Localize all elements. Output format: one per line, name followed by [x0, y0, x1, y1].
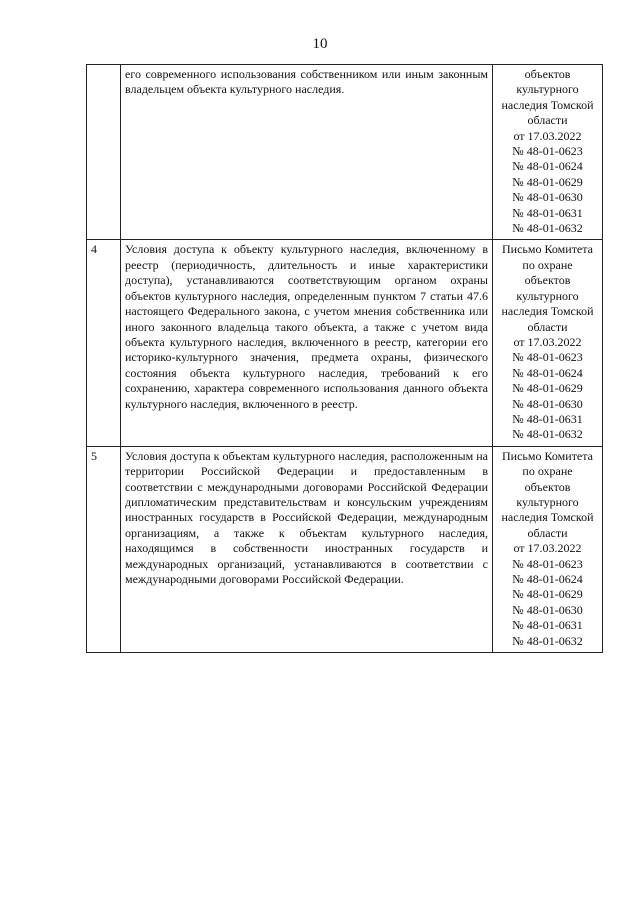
table-row — [87, 65, 603, 240]
source-line: № 48-01-0631 — [512, 618, 583, 633]
source-line: № 48-01-0629 — [512, 174, 583, 189]
row-number — [87, 65, 121, 240]
row-number: 4 — [87, 240, 121, 446]
source-line: № 48-01-0624 — [512, 159, 583, 174]
source-line: № 48-01-0630 — [512, 396, 583, 411]
source-line: № 48-01-0631 — [512, 411, 583, 426]
row-source — [493, 240, 603, 446]
source-line: области — [527, 319, 568, 334]
source-line: № 48-01-0623 — [512, 556, 583, 571]
source-line: № 48-01-0624 — [512, 572, 583, 586]
source-line: № 48-01-0630 — [512, 602, 583, 617]
source-line: № 48-01-0631 — [512, 205, 583, 220]
source-line: объектов — [524, 67, 571, 81]
row-text: его современного использования собственником или иным законным владельцем объекта культурного наследия. — [121, 65, 493, 240]
source-line: культурного — [516, 494, 579, 509]
source-line: № 48-01-0623 — [512, 144, 583, 159]
source-line: культурного — [516, 288, 579, 303]
source-line: наследия Томской — [501, 304, 594, 319]
source-line: № 48-01-0629 — [512, 587, 583, 602]
source-line: от 17.03.2022 — [513, 541, 582, 556]
source-line: наследия Томской — [501, 510, 594, 525]
table-row — [87, 446, 603, 652]
source-line: № 48-01-0632 — [512, 427, 583, 442]
source-line: № 48-01-0632 — [512, 633, 583, 648]
source-line: наследия Томской — [501, 97, 594, 112]
source-line: области — [527, 525, 568, 540]
row-number: 5 — [87, 446, 121, 652]
source-line: № 48-01-0632 — [512, 221, 583, 236]
source-line: объектов — [524, 479, 571, 494]
source-line: культурного — [516, 82, 579, 97]
source-line: № 48-01-0630 — [512, 190, 583, 205]
source-line: № 48-01-0623 — [512, 350, 583, 365]
source-line: по охране — [522, 464, 573, 479]
row-text: Условия доступа к объектам культурного наследия, расположенным на территории Российской Федерации и предоставленным в соответствии с международными договорами Российской Федерации дипломатическим представительствам и консульским учреждениям иностранных государств в Российской Федерации, международным организациям, а также к объектам культурного наследия, находящимся в собственности иностранных государств и международных организаций, устанавливаются в соответствии с международными договорами Российской Федерации. — [121, 446, 493, 652]
source-line: от 17.03.2022 — [513, 334, 582, 349]
source-line: объектов — [524, 273, 571, 288]
row-source — [493, 446, 603, 652]
row-source — [493, 65, 603, 240]
source-line: № 48-01-0624 — [512, 365, 583, 380]
source-line: № 48-01-0629 — [512, 381, 583, 396]
source-line: Письмо Комитета — [502, 448, 593, 463]
source-line: от 17.03.2022 — [513, 128, 582, 143]
source-line: Письмо Комитета — [502, 242, 593, 257]
row-text: Условия доступа к объекту культурного наследия, включенному в реестр (периодичность, длительность и иные характеристики доступа), устанавливаются соответствующим органом охраны объектов культурного наследия, определенным пунктом 7 статьи 47.6 настоящего Федерального закона, с учетом мнения собственника или иного законного владельца такого объекта, а также с учетом вида объекта культурного наследия, включенного в реестр, категории его историко-культурного значения, предмета охраны, физического состояния объекта культурного наследия, требований к его сохранению, характера современного использования данного объекта культурного наследия, включенного в реестр. — [121, 240, 493, 446]
table-row — [87, 240, 603, 446]
source-line: области — [527, 113, 568, 128]
document-table — [86, 64, 603, 653]
source-line: по охране — [522, 257, 573, 272]
page-number: 10 — [312, 36, 328, 52]
